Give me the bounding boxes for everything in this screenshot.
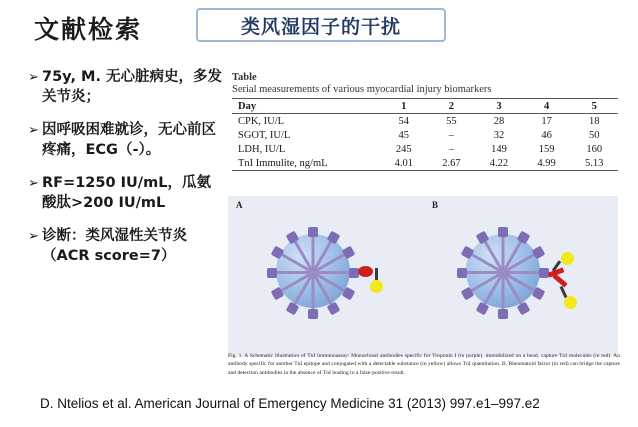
- rheumatoid-factor-icon: [552, 273, 567, 287]
- table-cell: 17: [541, 115, 552, 127]
- table-header-row: [232, 99, 618, 114]
- highlight-box-label: 类风湿因子的干扰: [240, 15, 401, 38]
- table-row: [232, 128, 618, 142]
- table-cell: 2.67: [428, 156, 476, 171]
- page-title: 文献检索: [34, 15, 143, 44]
- table-cell: 159: [538, 143, 555, 155]
- bullet-marker-icon: ➢: [28, 70, 39, 85]
- list-item-text: 诊断：类风湿性关节炎（ACR score=7）: [42, 228, 187, 264]
- detector-label-icon: [561, 252, 574, 265]
- table-cell: 32: [493, 129, 505, 141]
- table-column-header: 1: [380, 99, 428, 114]
- list-item: [28, 227, 224, 266]
- table-caption-label: Table: [232, 72, 257, 83]
- assay-diagram: [228, 196, 618, 356]
- table-row-label: CPK, IU/L: [238, 115, 285, 127]
- table-cell: 245: [395, 143, 412, 155]
- table-column-header: 5: [570, 99, 618, 114]
- bullet-marker-icon: ➢: [28, 229, 39, 245]
- table-row: [232, 114, 618, 129]
- table-cell: 18: [588, 115, 600, 127]
- biomarker-table-block: [232, 72, 618, 171]
- table-column-header: 4: [523, 99, 571, 114]
- antibody-tip-icon: [457, 268, 467, 278]
- bullet-marker-icon: ➢: [28, 176, 39, 192]
- antibody-tip-icon: [308, 309, 318, 319]
- table-cell: 149: [491, 143, 507, 155]
- table-cell: –: [448, 129, 455, 141]
- panel-b-label: B: [432, 200, 439, 210]
- list-item-text: RF=1250 IU/mL，瓜氨酸肽>200 IU/mL: [42, 175, 211, 211]
- citation-text: D. Ntelios et al. American Journal of Emergency Medicine 31 (2013) 997.e1–997.e2: [40, 396, 540, 411]
- table-column-header: Day: [232, 99, 380, 114]
- table-cell: 160: [586, 143, 603, 155]
- figure-caption: Fig. 1. A Schematic illustration of TnI immunoassay: Monoclonal antibodies specific for Troponin I (in purple), immobilized on a bead, capture TnI molecules (in red). An antibody specific for another TnI epitope and conjugated with a detectable substance (in yellow) allows TnI quantitation. B, Rheumatoid factor (in red) can bridge the capture and detection antibodies in the absence of TnI leading to a false-positive result.: [228, 353, 620, 376]
- list-item: [28, 121, 224, 160]
- bullet-marker-icon: ➢: [28, 123, 39, 139]
- table-cell: 45: [398, 129, 410, 141]
- antibody-tip-icon: [267, 268, 277, 278]
- detector-label-icon: [370, 280, 383, 293]
- table-row: [232, 142, 618, 156]
- table-row-label: LDH, IU/L: [238, 143, 286, 155]
- table-caption-text: Serial measurements of various myocardial injury biomarkers: [232, 84, 492, 95]
- antibody-tip-icon: [498, 309, 508, 319]
- table-column-header: 3: [475, 99, 523, 114]
- table-cell: 4.99: [523, 156, 571, 171]
- panel-b: [424, 208, 610, 348]
- antibody-tip-icon: [308, 227, 318, 237]
- list-item-text: 75y, M. 无心脏病史，多发关节炎；: [42, 69, 223, 105]
- table-cell: 50: [588, 129, 600, 141]
- table-cell: 46: [541, 129, 552, 141]
- list-item: [28, 68, 224, 107]
- table-cell: 55: [446, 115, 457, 127]
- list-item: [28, 174, 224, 213]
- linker-icon: [375, 268, 378, 280]
- list-item-text: 因呼吸困难就诊，无心前区疼痛，ECG（-）。: [42, 122, 216, 158]
- table-cell: 28: [493, 115, 505, 127]
- panel-a: [234, 208, 420, 348]
- table-row: [232, 156, 618, 171]
- table-row-label: SGOT, IU/L: [238, 129, 291, 141]
- highlight-box: [196, 8, 446, 42]
- table-column-header: 2: [428, 99, 476, 114]
- table-cell: 5.13: [570, 156, 618, 171]
- detector-label-icon: [564, 296, 577, 309]
- table-row-label: TnI Immulite, ng/mL: [232, 156, 380, 171]
- antibody-tip-icon: [498, 227, 508, 237]
- troponin-icon: [358, 266, 373, 277]
- biomarker-table: [232, 98, 618, 171]
- table-cell: 54: [398, 115, 410, 127]
- panel-a-label: A: [236, 200, 243, 210]
- table-cell: 4.01: [380, 156, 428, 171]
- table-cell: –: [448, 143, 455, 155]
- table-cell: 4.22: [475, 156, 523, 171]
- bullet-list: [28, 68, 224, 281]
